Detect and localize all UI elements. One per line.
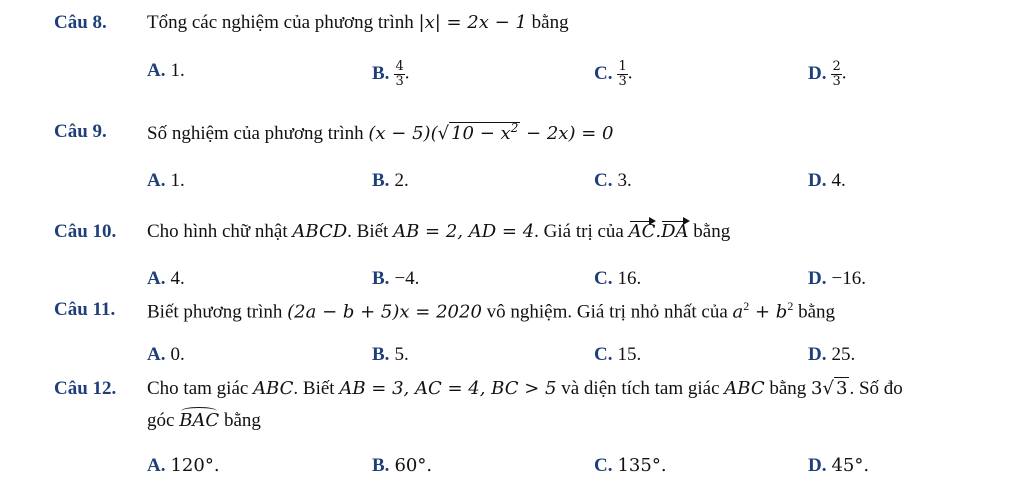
option-d[interactable] xyxy=(808,170,846,192)
denominator: 3 xyxy=(618,73,627,89)
stem-math: a xyxy=(732,301,744,323)
option-c[interactable] xyxy=(594,60,633,88)
numerator: 2 xyxy=(832,59,841,74)
option-value: 60°. xyxy=(394,455,433,476)
option-b[interactable] xyxy=(372,344,409,366)
option-d[interactable] xyxy=(808,344,855,366)
stem-text: Số nghiệm của phương trình xyxy=(147,123,364,144)
stem-math: (2a − b + 5)x = 2020 xyxy=(287,301,482,323)
option-value: 25. xyxy=(831,344,856,365)
option-value: 1. xyxy=(170,60,185,81)
option-label: C. xyxy=(594,455,613,476)
stem-math: ABCD xyxy=(292,221,348,242)
option-label: B. xyxy=(372,62,390,84)
question-stem xyxy=(147,299,835,323)
option-value: 2. xyxy=(394,170,409,191)
option-c[interactable] xyxy=(594,344,641,366)
option-d[interactable] xyxy=(808,60,847,88)
question-number: Câu 12. xyxy=(54,378,117,399)
option-tail: . xyxy=(841,62,847,84)
option-a[interactable] xyxy=(147,170,185,192)
option-c[interactable] xyxy=(594,268,641,290)
option-d[interactable] xyxy=(808,455,869,477)
option-d[interactable] xyxy=(808,268,866,290)
question-stem xyxy=(147,121,613,145)
question-number: Câu 11. xyxy=(54,299,116,320)
option-b[interactable] xyxy=(372,455,432,477)
question-stem xyxy=(147,378,903,400)
stem-text: vô nghiệm. Giá trị nhỏ nhất của xyxy=(486,301,728,323)
stem-text: bằng xyxy=(769,378,807,399)
stem-math: (x − 5)( xyxy=(368,123,438,144)
stem-math: ABC xyxy=(724,378,765,399)
option-value: 120°. xyxy=(170,455,220,476)
option-value: 15. xyxy=(617,344,642,365)
exponent: 2 xyxy=(510,121,519,135)
question-number: Câu 8. xyxy=(54,12,107,33)
option-value: 1. xyxy=(170,170,185,191)
option-label: A. xyxy=(147,344,166,365)
option-value: 4. xyxy=(170,268,185,289)
sqrt-symbol: √ xyxy=(822,378,834,399)
stem-text: Tổng các nghiệm của phương trình xyxy=(147,12,414,33)
stem-text: . Biết xyxy=(347,221,389,242)
denominator: 3 xyxy=(832,73,841,89)
question-stem xyxy=(147,12,569,34)
option-a[interactable] xyxy=(147,60,185,82)
numerator: 4 xyxy=(395,59,404,74)
exponent: 2 xyxy=(743,299,750,313)
stem-math: ABC xyxy=(253,378,294,399)
stem-text: bằng xyxy=(798,301,836,323)
sqrt-body: 3 xyxy=(835,378,848,399)
fraction xyxy=(617,60,627,88)
option-value: 16. xyxy=(617,268,642,289)
option-value: 4. xyxy=(831,170,846,191)
option-b[interactable] xyxy=(372,60,409,88)
dot-operator: . xyxy=(655,221,662,242)
sqrt-content: 10 − x xyxy=(451,123,511,144)
fraction xyxy=(394,60,404,88)
option-label: C. xyxy=(594,62,613,84)
question-stem-continued xyxy=(147,410,261,432)
option-tail: . xyxy=(627,62,633,84)
option-label: D. xyxy=(808,455,827,476)
stem-text: và diện tích tam giác xyxy=(561,378,720,399)
option-label: A. xyxy=(147,60,166,81)
option-label: B. xyxy=(372,268,390,289)
option-label: B. xyxy=(372,455,390,476)
exponent: 2 xyxy=(787,299,794,313)
option-value: 5. xyxy=(394,344,409,365)
option-tail: . xyxy=(404,62,410,84)
option-value: 0. xyxy=(170,344,185,365)
option-label: D. xyxy=(808,344,827,365)
option-label: B. xyxy=(372,170,390,191)
stem-text: . Giá trị của xyxy=(534,221,624,242)
vector-da: DA xyxy=(661,221,689,242)
option-label: B. xyxy=(372,344,390,365)
option-label: C. xyxy=(594,344,613,365)
option-label: C. xyxy=(594,170,613,191)
stem-text: Cho tam giác xyxy=(147,378,249,399)
sqrt-symbol: √ xyxy=(437,123,450,144)
option-b[interactable] xyxy=(372,170,409,192)
stem-text: Cho hình chữ nhật xyxy=(147,221,288,242)
option-value: −16. xyxy=(831,268,866,289)
question-number: Câu 10. xyxy=(54,221,117,242)
question-number: Câu 9. xyxy=(54,121,107,142)
stem-math: − 2x) = 0 xyxy=(520,123,614,144)
option-b[interactable] xyxy=(372,268,419,290)
option-label: D. xyxy=(808,268,827,289)
stem-text: bằng xyxy=(693,221,731,242)
stem-math: |x| = 2x − 1 xyxy=(418,12,527,33)
fraction xyxy=(831,60,841,88)
option-label: C. xyxy=(594,268,613,289)
option-value: 3. xyxy=(617,170,632,191)
option-label: A. xyxy=(147,455,166,476)
stem-text: góc xyxy=(147,410,175,431)
option-label: D. xyxy=(808,62,827,84)
question-stem xyxy=(147,221,730,243)
stem-text: bằng xyxy=(223,410,261,431)
option-a[interactable] xyxy=(147,268,185,290)
stem-math: + b xyxy=(749,301,788,323)
option-label: D. xyxy=(808,170,827,191)
option-c[interactable] xyxy=(594,170,632,192)
stem-math: AB = 2, AD = 4 xyxy=(393,221,535,242)
option-label: A. xyxy=(147,268,166,289)
vector-ac: AC xyxy=(628,221,656,242)
option-a[interactable] xyxy=(147,455,220,477)
option-label: A. xyxy=(147,170,166,191)
option-value: 45°. xyxy=(831,455,870,476)
stem-text: . Số đo xyxy=(849,378,903,399)
stem-math: AB = 3, AC = 4, BC > 5 xyxy=(339,378,557,399)
angle-bac: BAC xyxy=(179,410,220,431)
stem-text: Biết phương trình xyxy=(147,301,283,323)
stem-math: 3 xyxy=(811,378,823,399)
stem-text: bằng xyxy=(531,12,569,33)
option-a[interactable] xyxy=(147,344,185,366)
option-value: −4. xyxy=(394,268,420,289)
sqrt-body xyxy=(449,122,520,144)
stem-text: . Biết xyxy=(293,378,335,399)
option-c[interactable] xyxy=(594,455,667,477)
denominator: 3 xyxy=(395,73,404,89)
option-value: 135°. xyxy=(617,455,667,476)
numerator: 1 xyxy=(618,59,627,74)
